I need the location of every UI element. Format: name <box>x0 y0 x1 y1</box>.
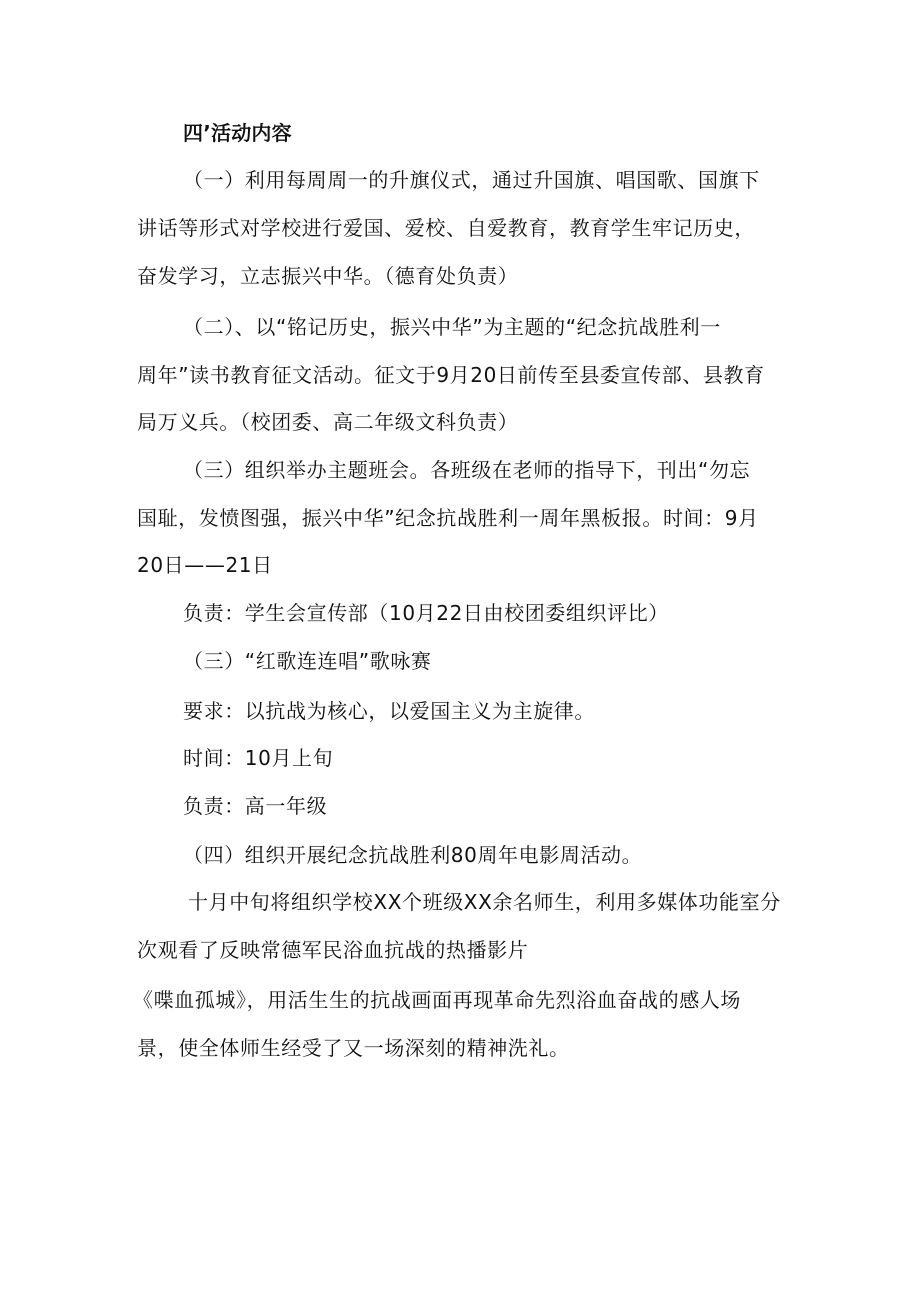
paragraph-line: 十月中旬将组织学校XX个班级XX余名师生，利用多媒体功能室分 <box>188 890 781 914</box>
paragraph-line: 次观看了反映常德军民浴血抗战的热播影片 <box>137 938 529 962</box>
paragraph-line: 时间：10月上旬 <box>183 746 334 770</box>
paragraph-line: 负责：学生会宣传部（10月22日由校团委组织评比） <box>183 601 669 625</box>
paragraph-line: 国耻，发愤图强，振兴中华”纪念抗战胜利一周年黑板报。时间：9月 <box>137 506 759 530</box>
paragraph-line: 讲话等形式对学校进行爱国、爱校、自爱教育，教育学生牢记历史， <box>137 216 755 240</box>
section-heading: 四’活动内容 <box>183 121 292 145</box>
paragraph-line: 《喋血孤城》，用活生生的抗战画面再现革命先烈浴血奋战的感人场 <box>133 988 741 1012</box>
paragraph-line: （四）组织开展纪念抗战胜利80周年电影周活动。 <box>183 843 643 867</box>
paragraph-line: 要求：以抗战为核心，以爱国主义为主旋律。 <box>183 699 595 723</box>
paragraph-line: 局万义兵。（校团委、高二年级文科负责） <box>137 410 519 434</box>
paragraph-line: 周年”读书教育征文活动。征文于9月20日前传至县委宣传部、县教育 <box>137 363 765 387</box>
paragraph-line: 负责：高一年级 <box>183 794 328 818</box>
paragraph-line: （三）组织举办主题班会。各班级在老师的指导下，刊出“勿忘 <box>183 458 751 482</box>
paragraph-line: （一）利用每周周一的升旗仪式，通过升国旗、唱国歌、国旗下 <box>183 168 760 192</box>
paragraph-line: （三）“红歌连连唱”歌咏赛 <box>183 649 432 673</box>
paragraph-line: （二）、以“铭记历史，振兴中华”为主题的“纪念抗战胜利一 <box>183 315 721 339</box>
paragraph-line: 景，使全体师生经受了又一场深刻的精神洗礼。 <box>137 1036 570 1060</box>
paragraph-line: 20日——21日 <box>137 553 273 577</box>
paragraph-line: 奋发学习，立志振兴中华。（德育处负责） <box>137 264 519 288</box>
